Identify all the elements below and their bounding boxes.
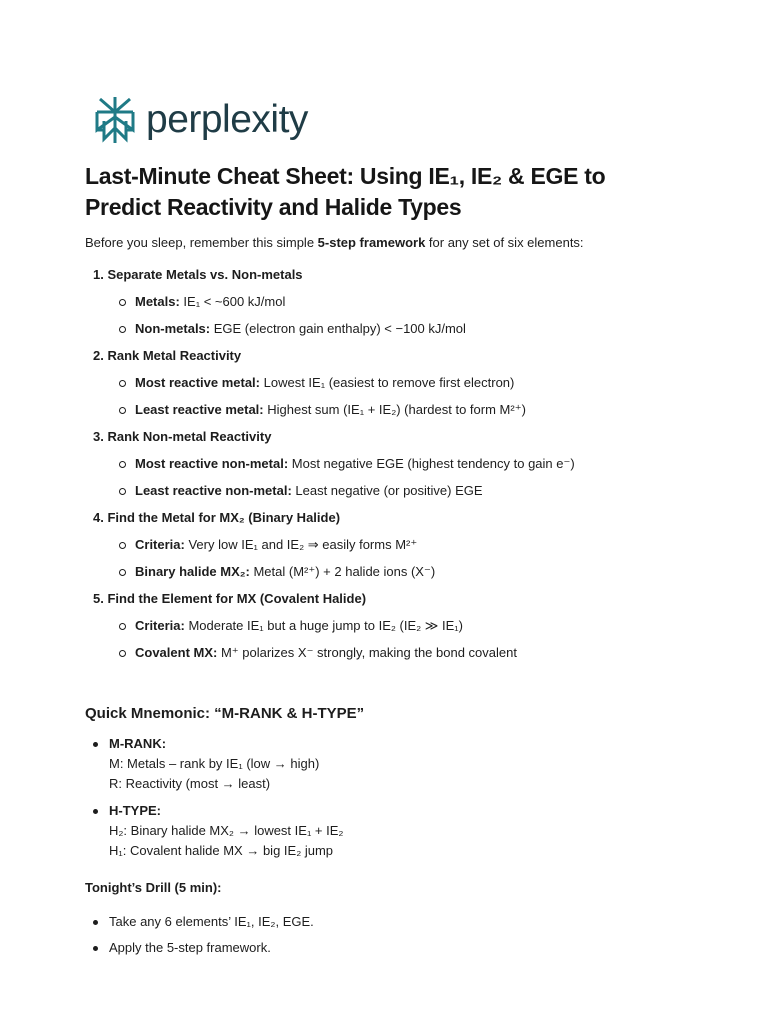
sub-item <box>119 482 725 500</box>
sub-list <box>85 374 725 419</box>
sub-item <box>119 293 725 311</box>
sub-text: M⁺ polarizes X⁻ strongly, making the bond covalent <box>217 645 517 660</box>
mnemonic-heading: Quick Mnemonic: “M-RANK & H-TYPE” <box>85 705 365 722</box>
sub-text: Lowest IE₁ (easiest to remove first electron) <box>260 375 515 390</box>
sub-text: Most negative EGE (highest tendency to gain e⁻) <box>288 456 575 471</box>
drill-item: Take any 6 elements’ IE₁, IE₂, EGE. <box>93 912 713 932</box>
sub-list <box>85 617 725 662</box>
sub-label: Non-metals: <box>135 321 211 336</box>
mnemonic-line: R: Reactivity (most → least) <box>109 776 271 791</box>
step-heading: 5. Find the Element for MX (Covalent Halide) <box>93 591 367 606</box>
sub-item <box>119 644 725 662</box>
step-item <box>85 428 725 500</box>
mnemonic-label: H-TYPE: <box>109 803 161 818</box>
sub-list <box>85 536 725 581</box>
steps-list <box>85 266 725 662</box>
perplexity-logo <box>94 95 308 145</box>
sub-item <box>119 374 725 392</box>
sub-item <box>119 536 725 554</box>
sub-label: Criteria: <box>135 537 185 552</box>
sub-item <box>119 563 725 581</box>
sub-text: Moderate IE₁ but a huge jump to IE₂ (IE₂ ≫ IE₁) <box>184 618 464 633</box>
drill-heading: Tonight’s Drill (5 min): <box>85 880 222 895</box>
sub-text: Least negative (or positive) EGE <box>291 483 483 498</box>
mnemonic-list <box>93 734 713 861</box>
sub-item <box>119 455 725 473</box>
sub-text: EGE (electron gain enthalpy) < −100 kJ/mol <box>210 321 466 336</box>
sub-label: Least reactive non-metal: <box>135 483 292 498</box>
sub-list <box>85 293 725 338</box>
sub-label: Metals: <box>135 294 180 309</box>
step-heading: 2. Rank Metal Reactivity <box>93 348 242 363</box>
sub-label: Covalent MX: <box>135 645 218 660</box>
intro-bold: 5-step framework <box>317 235 426 250</box>
mnemonic-item <box>93 801 713 861</box>
step-heading: 1. Separate Metals vs. Non-metals <box>93 267 303 282</box>
sub-label: Criteria: <box>135 618 185 633</box>
perplexity-logo-icon <box>94 95 136 145</box>
sub-label: Most reactive non-metal: <box>135 456 289 471</box>
sub-text: Metal (M²⁺) + 2 halide ions (X⁻) <box>249 564 436 579</box>
mnemonic-item <box>93 734 713 794</box>
sub-text: IE₁ < ~600 kJ/mol <box>179 294 286 309</box>
sub-text: Very low IE₁ and IE₂ ⇒ easily forms M²⁺ <box>184 537 418 552</box>
step-heading: 4. Find the Metal for MX₂ (Binary Halide) <box>93 510 341 525</box>
drill-list <box>93 912 713 958</box>
mnemonic-line: H₁: Covalent halide MX → big IE₂ jump <box>109 843 334 858</box>
logo-wordmark: perplexity <box>146 98 308 141</box>
step-item <box>85 266 725 338</box>
sub-text: Highest sum (IE₁ + IE₂) (hardest to form M²⁺) <box>263 402 526 417</box>
mnemonic-label: M-RANK: <box>109 736 167 751</box>
sub-list <box>85 455 725 500</box>
step-item <box>85 590 725 662</box>
sub-label: Binary halide MX₂: <box>135 564 250 579</box>
intro-text <box>85 234 584 252</box>
sub-item <box>119 401 725 419</box>
step-heading: 3. Rank Non-metal Reactivity <box>93 429 272 444</box>
mnemonic-line: M: Metals – rank by IE₁ (low → high) <box>109 756 320 771</box>
intro-before: Before you sleep, remember this simple <box>85 235 318 250</box>
page-title: Last-Minute Cheat Sheet: Using IE₁, IE₂ & EGE to Predict Reactivity and Halide Types <box>85 163 606 220</box>
sub-label: Most reactive metal: <box>135 375 260 390</box>
sub-label: Least reactive metal: <box>135 402 264 417</box>
intro-after: for any set of six elements: <box>425 235 584 250</box>
mnemonic-line: H₂: Binary halide MX₂ → lowest IE₁ + IE₂ <box>109 823 344 838</box>
step-item <box>85 509 725 581</box>
step-item <box>85 347 725 419</box>
sub-item <box>119 320 725 338</box>
sub-item <box>119 617 725 635</box>
drill-item: Apply the 5-step framework. <box>93 938 713 958</box>
